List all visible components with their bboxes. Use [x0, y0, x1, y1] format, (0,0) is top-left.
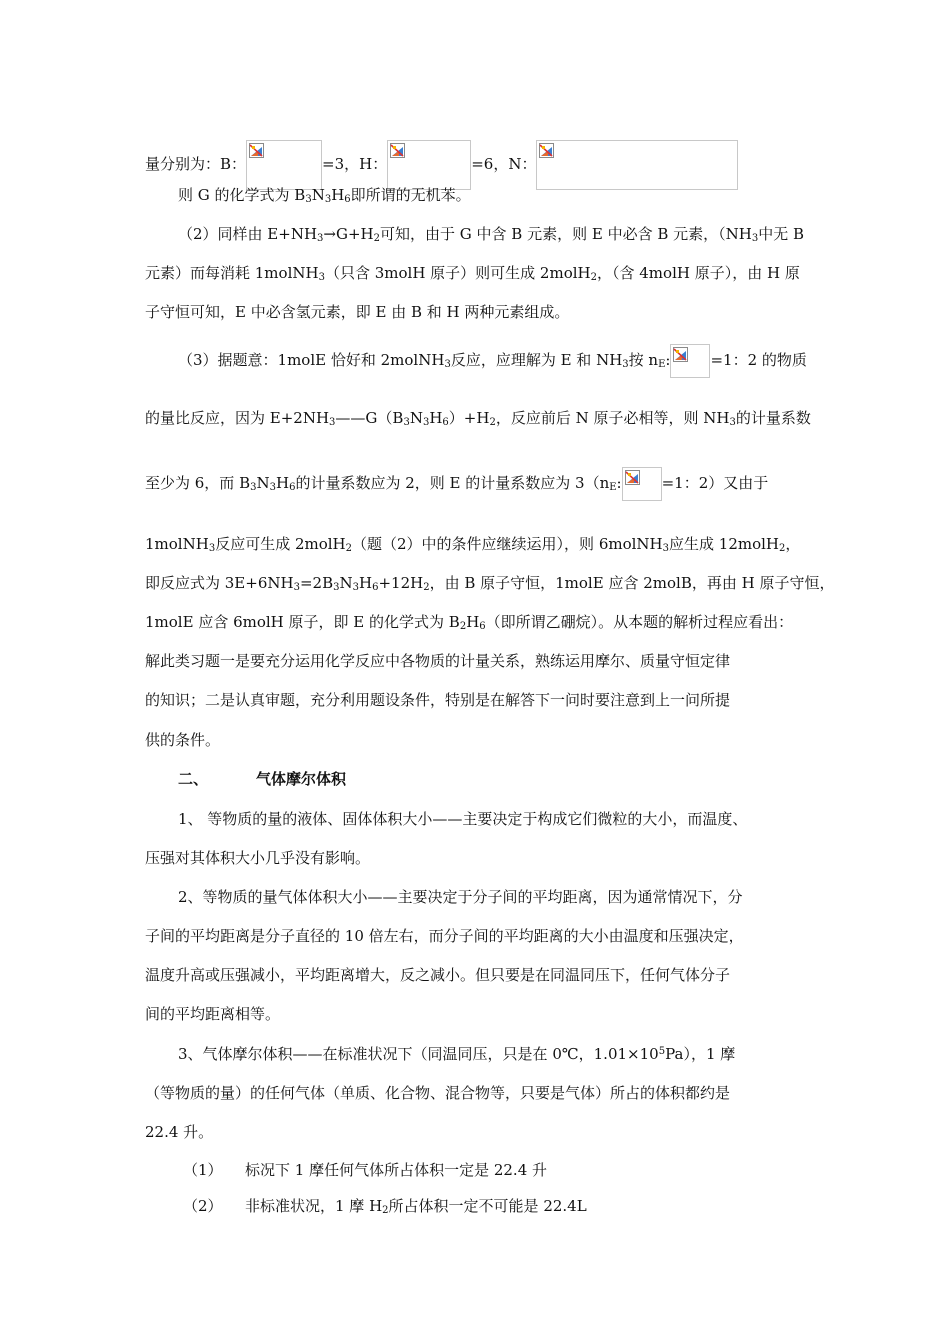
- text-segment: 1molE 应含 6molH 原子，即 E 的化学式为 B: [145, 613, 460, 631]
- subscript: 3: [333, 582, 340, 593]
- text-segment: H: [466, 613, 480, 631]
- text-line: [145, 534, 800, 554]
- text-segment: 反应可生成 2molH: [215, 535, 346, 553]
- broken-image-icon: [249, 143, 264, 158]
- subscript: 3: [208, 543, 216, 554]
- text-segment: ，由 B 原子守恒，1molE 应含 2molB，再由 H 原子守恒，: [429, 574, 835, 592]
- text-segment: +12H: [378, 574, 424, 592]
- text-segment: =1：2 的物质: [710, 351, 807, 369]
- subscript: 3: [329, 417, 336, 428]
- text-segment: （3）据题意：1molE 恰好和 2molNH: [178, 351, 445, 369]
- broken-image-icon: [390, 143, 405, 158]
- text-line: [145, 730, 220, 750]
- section-heading: [178, 769, 346, 789]
- broken-image-icon: [539, 143, 554, 158]
- subscript: 3: [751, 233, 759, 244]
- subscript: 2: [779, 543, 786, 554]
- text-segment: 子间的平均距离是分子直径的 10 倍左右，而分子间的平均距离的大小由温度和压强决定，: [145, 927, 744, 945]
- subscript: 3: [729, 417, 736, 428]
- text-line: [145, 1083, 730, 1103]
- text-segment: 至少为 6，而 B: [145, 474, 251, 492]
- text-segment: 子守恒可知，E 中必含氢元素，即 E 由 B 和 H 两种元素组成。: [145, 303, 570, 321]
- list-item: [183, 1196, 587, 1216]
- subscript: 3: [622, 359, 629, 370]
- text-segment: N: [409, 409, 423, 427]
- text-line: [145, 651, 730, 671]
- text-segment: 则 G 的化学式为 B: [178, 186, 306, 204]
- text-line: [145, 467, 768, 501]
- text-segment: 的量比反应，因为 E+2NH: [145, 409, 330, 427]
- text-line: [145, 1004, 280, 1024]
- text-segment: 间的平均距离相等。: [145, 1005, 281, 1023]
- text-segment: H: [275, 474, 290, 492]
- text-segment: =2B: [299, 574, 334, 592]
- superscript: 5: [658, 1046, 666, 1057]
- formula-image: [622, 467, 662, 501]
- subscript: 2: [423, 582, 430, 593]
- text-segment: =6，N：: [471, 155, 537, 173]
- text-line: [145, 1122, 213, 1142]
- text-segment: 的计量系数应为 2，则 E 的计量系数应为 3（n: [295, 474, 610, 492]
- text-segment: 中无 B: [758, 225, 805, 243]
- text-segment: H: [331, 186, 345, 204]
- text-segment: 压强对其体积大小几乎没有影响。: [145, 849, 371, 867]
- formula-image: [246, 140, 322, 190]
- subscript: 6: [344, 194, 351, 205]
- subscript: 3: [352, 582, 359, 593]
- text-segment: 标况下 1 摩任何气体所占体积一定是 22.4 升: [245, 1161, 548, 1179]
- text-segment: （题（2）中的条件应继续运用），则 6molNH: [352, 535, 663, 553]
- subscript: 6: [289, 482, 296, 493]
- text-segment: =3，H：: [322, 155, 388, 173]
- subscript: E: [609, 482, 617, 493]
- text-segment: 量分别为：B：: [145, 155, 247, 173]
- text-line: [145, 573, 834, 593]
- text-line: [145, 848, 370, 868]
- text-line: [145, 263, 800, 283]
- text-segment: ，: [785, 535, 801, 553]
- text-segment: 即所谓的无机苯。: [350, 186, 471, 204]
- text-segment: N: [339, 574, 353, 592]
- text-line: [145, 408, 811, 428]
- list-item: [183, 1160, 547, 1180]
- text-segment: ——G（B: [335, 409, 404, 427]
- list-number: （1）: [183, 1161, 223, 1179]
- formula-image: [536, 140, 738, 190]
- broken-image-icon: [625, 470, 640, 485]
- text-line: [145, 926, 744, 946]
- text-line: [178, 344, 807, 378]
- formula-image: [387, 140, 471, 190]
- text-segment: N: [311, 186, 325, 204]
- subscript: 3: [293, 582, 300, 593]
- text-line: [145, 302, 569, 322]
- text-line: [178, 809, 747, 829]
- text-line: [178, 185, 471, 205]
- text-segment: （等物质的量）的任何气体（单质、化合物、混合物等，只要是气体）所占的体积都约是: [145, 1084, 731, 1102]
- text-segment: Pa），1 摩: [665, 1045, 736, 1063]
- subscript: 3: [250, 482, 257, 493]
- text-segment: 1molNH: [145, 535, 209, 553]
- text-line: [145, 140, 738, 190]
- subscript: 2: [489, 417, 496, 428]
- subscript: 2: [382, 1205, 389, 1216]
- text-segment: 供的条件。: [145, 731, 221, 749]
- text-line: [178, 887, 743, 907]
- text-segment: ，（含 4molH 原子），由 H 原: [597, 264, 800, 282]
- text-segment: （2）同样由 E+NH: [178, 225, 318, 243]
- subscript: 3: [324, 194, 332, 205]
- text-segment: 22.4 升。: [145, 1123, 214, 1141]
- text-segment: 反应，应理解为 E 和 NH: [450, 351, 623, 369]
- text-line: [178, 1044, 735, 1064]
- text-line: [145, 612, 793, 632]
- section-number: 二、: [178, 770, 209, 788]
- text-segment: :: [665, 351, 671, 369]
- text-segment: 3、气体摩尔体积——在标准状况下（同温同压，只是在 0℃，1.01×10: [178, 1045, 659, 1063]
- subscript: 2: [459, 621, 467, 632]
- text-segment: ）+H: [448, 409, 490, 427]
- text-segment: 2、等物质的量气体体积大小——主要决定于分子间的平均距离，因为通常情况下，分: [178, 888, 743, 906]
- subscript: 6: [372, 582, 379, 593]
- text-segment: H: [358, 574, 373, 592]
- text-segment: H: [429, 409, 443, 427]
- text-segment: 应生成 12molH: [669, 535, 780, 553]
- subscript: 6: [442, 417, 449, 428]
- formula-image: [670, 344, 710, 378]
- list-number: （2）: [183, 1197, 223, 1215]
- text-segment: 元素）而每消耗 1molNH: [145, 264, 319, 282]
- text-segment: 按 n: [628, 351, 659, 369]
- subscript: 3: [662, 543, 670, 554]
- text-line: [178, 224, 804, 244]
- text-segment: （即所谓乙硼烷）。从本题的解析过程应看出：: [485, 613, 794, 631]
- text-segment: 的知识；二是认真审题，充分利用题设条件，特别是在解答下一问时要注意到上一问所提: [145, 691, 731, 709]
- text-segment: :: [616, 474, 622, 492]
- text-segment: ，反应前后 N 原子必相等，则 NH: [495, 409, 730, 427]
- subscript: 2: [373, 233, 380, 244]
- text-line: [145, 965, 730, 985]
- text-segment: 1、 等物质的量的液体、固体体积大小——主要决定于构成它们微粒的大小，而温度、: [178, 810, 748, 828]
- text-segment: 非标准状况，1 摩 H: [245, 1197, 383, 1215]
- section-title: 气体摩尔体积: [256, 770, 347, 788]
- subscript: 3: [422, 417, 430, 428]
- text-segment: 即反应式为 3E+6NH: [145, 574, 294, 592]
- text-segment: 可知，由于 G 中含 B 元素，则 E 中必含 B 元素，（NH: [380, 225, 752, 243]
- text-line: [145, 690, 730, 710]
- subscript: 3: [317, 233, 324, 244]
- text-segment: 所占体积一定不可能是 22.4L: [388, 1197, 587, 1215]
- subscript: 3: [444, 359, 451, 370]
- subscript: 3: [269, 482, 276, 493]
- subscript: 3: [403, 417, 410, 428]
- text-segment: 解此类习题一是要充分运用化学反应中各物质的计量关系，熟练运用摩尔、质量守恒定律: [145, 652, 731, 670]
- subscript: 3: [318, 272, 325, 283]
- text-segment: 的计量系数: [735, 409, 811, 427]
- subscript: 2: [590, 272, 597, 283]
- subscript: 6: [479, 621, 486, 632]
- text-segment: →G+H: [323, 225, 374, 243]
- subscript: E: [658, 359, 666, 370]
- text-segment: （只含 3molH 原子）则可生成 2molH: [324, 264, 591, 282]
- text-segment: N: [256, 474, 270, 492]
- subscript: 3: [305, 194, 312, 205]
- text-segment: 温度升高或压强减小，平均距离增大，反之减小。但只要是在同温同压下，任何气体分子: [145, 966, 731, 984]
- text-segment: =1：2）又由于: [661, 474, 769, 492]
- broken-image-icon: [673, 347, 688, 362]
- subscript: 2: [345, 543, 353, 554]
